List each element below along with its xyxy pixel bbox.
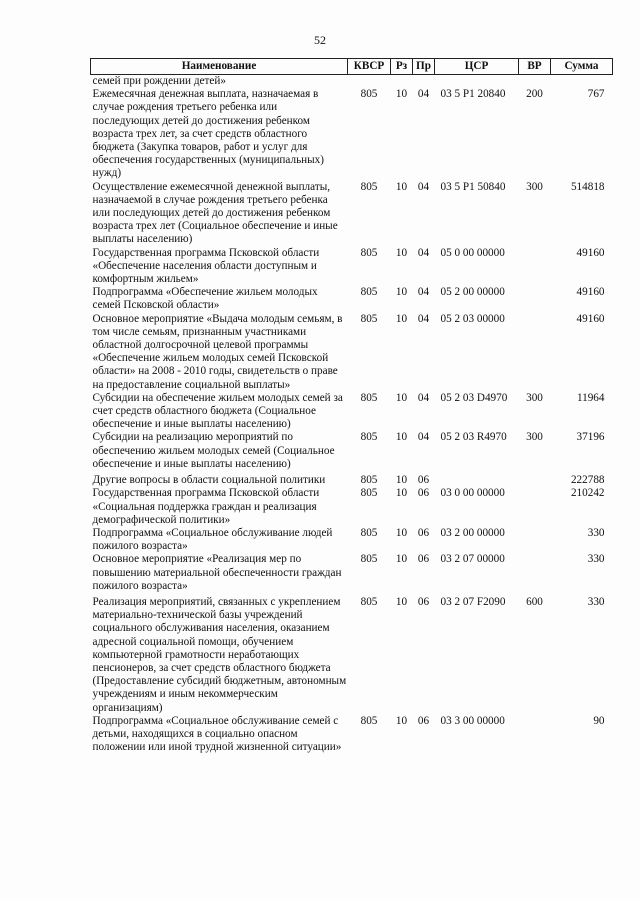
cell-pr: 04 bbox=[417, 431, 430, 444]
cell-csr: 03 5 P1 20840 bbox=[440, 88, 506, 101]
cell-sum: 49160 bbox=[576, 246, 605, 259]
cell-pr: 04 bbox=[417, 246, 430, 259]
cell-rz: 10 bbox=[395, 595, 408, 608]
cell-rz: 10 bbox=[395, 246, 408, 259]
cell-sum: 37196 bbox=[576, 431, 605, 444]
cell-kvsr: 805 bbox=[360, 474, 378, 487]
cell-kvsr: 805 bbox=[360, 246, 378, 259]
header-csr: ЦСР bbox=[435, 59, 519, 75]
cell-kvsr: 805 bbox=[360, 88, 378, 101]
header-pr: Пр bbox=[413, 59, 435, 75]
table-header-row bbox=[91, 59, 613, 75]
table-row bbox=[91, 313, 613, 392]
cell-csr bbox=[435, 75, 519, 89]
cell-csr: 03 2 07 00000 bbox=[440, 553, 505, 566]
cell-kvsr: 805 bbox=[360, 391, 378, 404]
cell-sum: 767 bbox=[587, 88, 605, 101]
cell-sum: 330 bbox=[587, 553, 605, 566]
page-number: 52 bbox=[314, 33, 326, 47]
cell-name: Подпрограмма «Социальное обслуживание семей с детьми, находящихся в социально опасном положении или иной трудной жизненной ситуации» bbox=[92, 714, 342, 754]
cell-vr: 600 bbox=[526, 595, 543, 608]
cell-csr: 03 5 P1 50840 bbox=[440, 180, 506, 193]
table-row bbox=[91, 181, 613, 247]
cell-kvsr: 805 bbox=[360, 286, 378, 299]
cell-pr: 06 bbox=[417, 714, 430, 727]
cell-sum: 330 bbox=[587, 595, 605, 608]
cell-rz: 10 bbox=[395, 487, 408, 500]
cell-name: Подпрограмма «Социальное обслуживание людей пожилого возраста» bbox=[92, 526, 333, 553]
cell-sum: 330 bbox=[587, 526, 605, 539]
cell-kvsr: 805 bbox=[360, 595, 378, 608]
cell-pr: 06 bbox=[417, 595, 430, 608]
cell-csr: 05 2 00 00000 bbox=[440, 286, 505, 299]
cell-vr bbox=[519, 286, 551, 312]
cell-kvsr: 805 bbox=[360, 526, 378, 539]
cell-sum bbox=[551, 75, 613, 89]
table-row bbox=[91, 596, 613, 715]
header-kvsr: КВСР bbox=[348, 59, 391, 75]
cell-vr bbox=[519, 715, 551, 755]
cell-pr: 04 bbox=[417, 286, 430, 299]
cell-vr: 300 bbox=[526, 180, 543, 193]
cell-sum: 90 bbox=[593, 714, 605, 727]
cell-rz: 10 bbox=[395, 474, 408, 487]
cell-pr: 06 bbox=[417, 474, 430, 487]
cell-rz: 10 bbox=[395, 286, 408, 299]
cell-vr bbox=[519, 75, 551, 89]
header-sum: Сумма bbox=[551, 59, 613, 75]
cell-csr: 03 0 00 00000 bbox=[440, 487, 505, 500]
table-row bbox=[91, 553, 613, 596]
cell-vr bbox=[519, 527, 551, 553]
cell-rz: 10 bbox=[395, 553, 408, 566]
cell-rz: 10 bbox=[395, 714, 408, 727]
cell-vr bbox=[519, 487, 551, 527]
cell-name: Государственная программа Псковской области «Обеспечение населения области доступным и комфортным жильем» bbox=[92, 246, 320, 286]
cell-pr: 06 bbox=[417, 526, 430, 539]
cell-sum: 49160 bbox=[576, 312, 605, 325]
cell-vr: 200 bbox=[526, 88, 543, 101]
cell-pr: 04 bbox=[417, 312, 430, 325]
cell-vr: 300 bbox=[526, 431, 543, 444]
table-row bbox=[91, 527, 613, 553]
cell-name: Подпрограмма «Обеспечение жильем молодых семей Псковской области» bbox=[92, 286, 318, 312]
cell-rz: 10 bbox=[395, 180, 408, 193]
cell-pr: 06 bbox=[417, 487, 430, 500]
cell-vr bbox=[519, 247, 551, 287]
cell-rz: 10 bbox=[395, 391, 408, 404]
table-row bbox=[91, 286, 613, 312]
budget-table-container bbox=[90, 58, 612, 754]
table-row bbox=[91, 392, 613, 432]
header-name: Наименование bbox=[91, 59, 348, 75]
cell-kvsr: 805 bbox=[360, 553, 378, 566]
cell-vr bbox=[519, 474, 551, 487]
cell-csr: 03 2 07 F2090 bbox=[440, 595, 506, 608]
cell-vr bbox=[519, 313, 551, 392]
table-row bbox=[91, 431, 613, 474]
cell-kvsr: 805 bbox=[360, 431, 378, 444]
table-row bbox=[91, 487, 613, 527]
cell-name: Субсидии на обеспечение жильем молодых семей за счет средств областного бюджета (Социальное обеспечение и иные выплаты населению) bbox=[92, 391, 343, 431]
cell-rz: 10 bbox=[395, 88, 408, 101]
cell-pr bbox=[413, 75, 435, 89]
cell-kvsr: 805 bbox=[360, 312, 378, 325]
table-row bbox=[91, 75, 613, 89]
cell-sum: 11964 bbox=[576, 391, 605, 404]
table-row bbox=[91, 88, 613, 180]
cell-sum: 49160 bbox=[576, 286, 605, 299]
cell-name: Субсидии на реализацию мероприятий по обеспечению жильем молодых семей (Социальное обеспечение и иные выплаты населению) bbox=[92, 431, 335, 470]
cell-kvsr: 805 bbox=[360, 714, 378, 727]
cell-csr: 03 3 00 00000 bbox=[440, 714, 505, 727]
cell-name: Основное мероприятие «Выдача молодым семьям, в том числе семьям, признанным участниками областной долгосрочной целевой программы «Обеспечение жильем молодых семей Псковской области» на 2008 - 2010 годы, свидетельств о праве на предоставление социальной выплаты» bbox=[92, 312, 343, 391]
cell-rz: 10 bbox=[395, 312, 408, 325]
cell-pr: 04 bbox=[417, 180, 430, 193]
table-row bbox=[91, 715, 613, 755]
cell-pr: 06 bbox=[417, 553, 430, 566]
cell-name: семей при рождении детей» bbox=[92, 75, 226, 87]
cell-kvsr: 805 bbox=[360, 180, 378, 193]
header-vr: ВР bbox=[519, 59, 551, 75]
table-row bbox=[91, 247, 613, 287]
cell-pr: 04 bbox=[417, 88, 430, 101]
cell-csr: 05 2 03 00000 bbox=[440, 312, 505, 325]
cell-vr: 300 bbox=[526, 391, 543, 404]
cell-sum: 222788 bbox=[570, 474, 605, 487]
header-rz: Рз bbox=[391, 59, 413, 75]
cell-name: Осуществление ежемесячной денежной выплаты, назначаемой в случае рождения третьего ребенка или последующих детей до достижения ребенком возраста трех лет (Социальное обеспечение и иные выплаты населению) bbox=[92, 180, 338, 246]
cell-csr: 05 2 03 D4970 bbox=[440, 391, 508, 404]
cell-csr bbox=[435, 474, 519, 487]
cell-kvsr: 805 bbox=[360, 487, 378, 500]
cell-vr bbox=[519, 553, 551, 596]
cell-name: Государственная программа Псковской области «Социальная поддержка граждан и реализация демографической политики» bbox=[92, 487, 320, 526]
cell-sum: 514818 bbox=[570, 180, 605, 193]
cell-csr: 05 0 00 00000 bbox=[440, 246, 505, 259]
cell-pr: 04 bbox=[417, 391, 430, 404]
cell-csr: 05 2 03 R4970 bbox=[440, 431, 507, 444]
table-row bbox=[91, 474, 613, 487]
cell-name: Другие вопросы в области социальной политики bbox=[92, 474, 326, 487]
cell-rz: 10 bbox=[395, 526, 408, 539]
budget-table bbox=[90, 58, 613, 754]
cell-sum: 210242 bbox=[570, 487, 605, 500]
cell-csr: 03 2 00 00000 bbox=[440, 526, 505, 539]
cell-name: Основное мероприятие «Реализация мер по повышению материальной обеспеченности граждан пожилого возраста» bbox=[92, 553, 342, 592]
cell-name: Ежемесячная денежная выплата, назначаемая в случае рождения третьего ребенка или последующих детей до достижения ребенком возраста трех лет, за счет средств областного бюджета (Закупка товаров, работ и услуг для обеспечения государственных (муниципальных) нужд) bbox=[92, 88, 324, 180]
cell-name: Реализация мероприятий, связанных с укреплением материально-технической базы учреждений социального обслуживания населения, оказанием адресной социальной помощи, обучением компьютерной грамотности неработающих пенсионеров, за счет средств областного бюджета (Предоставление субсидий бюджетным, автономным учреждениям и иным некоммерческим организациям) bbox=[92, 595, 347, 714]
cell-kvsr bbox=[348, 75, 391, 89]
cell-rz bbox=[391, 75, 413, 89]
cell-rz: 10 bbox=[395, 431, 408, 444]
